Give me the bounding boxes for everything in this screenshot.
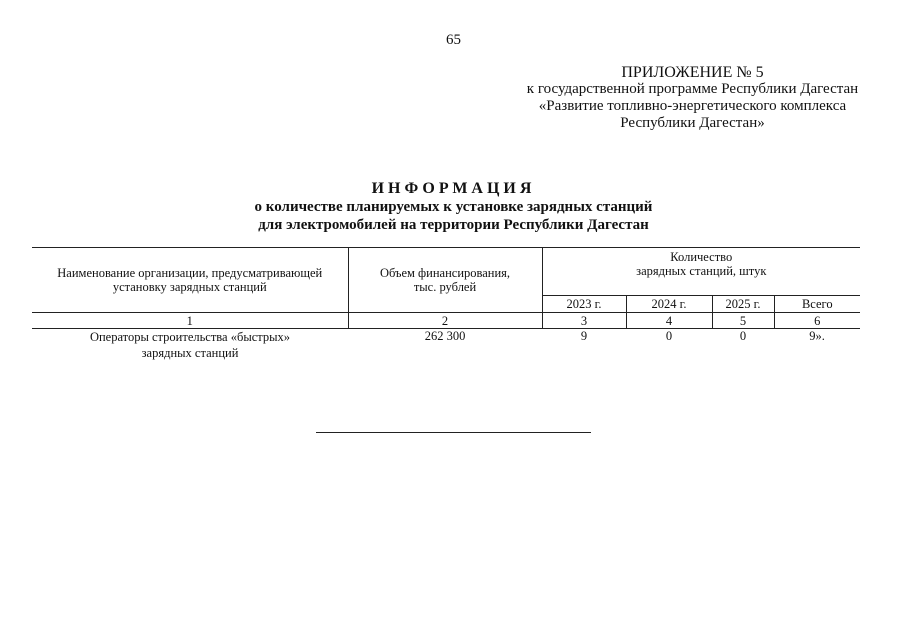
- header-qty-line-1: Количество: [670, 250, 733, 264]
- stations-table: [32, 247, 860, 361]
- heading-line-2: для электромобилей на территории Республики Дагестан: [258, 217, 649, 233]
- page-number: 65: [446, 32, 461, 48]
- header-year-2024: 2024 г.: [626, 296, 712, 313]
- appendix-line-3: Республики Дагестан»: [620, 115, 765, 131]
- heading-title: ИНФОРМАЦИЯ: [371, 180, 536, 197]
- column-number: 6: [774, 313, 860, 329]
- header-qty-line-2: зарядных станций, штук: [636, 264, 767, 278]
- header-org-line-2: установку зарядных станций: [112, 280, 267, 294]
- header-organization: [32, 248, 348, 313]
- header-total: Всего: [801, 297, 833, 311]
- header-quantity: [542, 248, 860, 296]
- cell-org-line-1: Операторы строительства «быстрых»: [89, 330, 291, 344]
- header-year-2025: 2025 г.: [712, 296, 774, 313]
- header-fin-line-1: Объем финансирования,: [379, 266, 511, 280]
- header-financing: [348, 248, 542, 313]
- appendix-title: ПРИЛОЖЕНИЕ № 5: [621, 64, 764, 81]
- appendix-block: [500, 64, 885, 132]
- column-number: 3: [542, 313, 626, 329]
- appendix-line-1: к государственной программе Республики Дагестан: [526, 81, 859, 97]
- end-divider: [316, 432, 591, 433]
- header-fin-line-2: тыс. рублей: [413, 280, 477, 294]
- header-org-line-1: Наименование организации, предусматривающей: [57, 266, 323, 280]
- column-number: 1: [32, 313, 348, 329]
- cell-org-line-2: зарядных станций: [141, 346, 239, 360]
- column-numbers-row: [32, 313, 860, 329]
- column-number: 2: [348, 313, 542, 329]
- column-number: 4: [626, 313, 712, 329]
- heading-line-1: о количестве планируемых к установке зарядных станций: [254, 199, 653, 215]
- header-row: [32, 248, 860, 296]
- document-heading: [0, 180, 907, 234]
- cell-2025: 0: [739, 329, 747, 343]
- appendix-line-2: «Развитие топливно-энергетического комплекса: [538, 98, 847, 114]
- cell-total: 9».: [809, 329, 825, 343]
- table-row: [32, 329, 860, 362]
- cell-financing: 262 300: [424, 329, 466, 343]
- column-number: 5: [712, 313, 774, 329]
- header-year-2023: 2023 г.: [542, 296, 626, 313]
- cell-2024: 0: [665, 329, 673, 343]
- cell-organization: [32, 329, 348, 362]
- cell-2023: 9: [580, 329, 588, 343]
